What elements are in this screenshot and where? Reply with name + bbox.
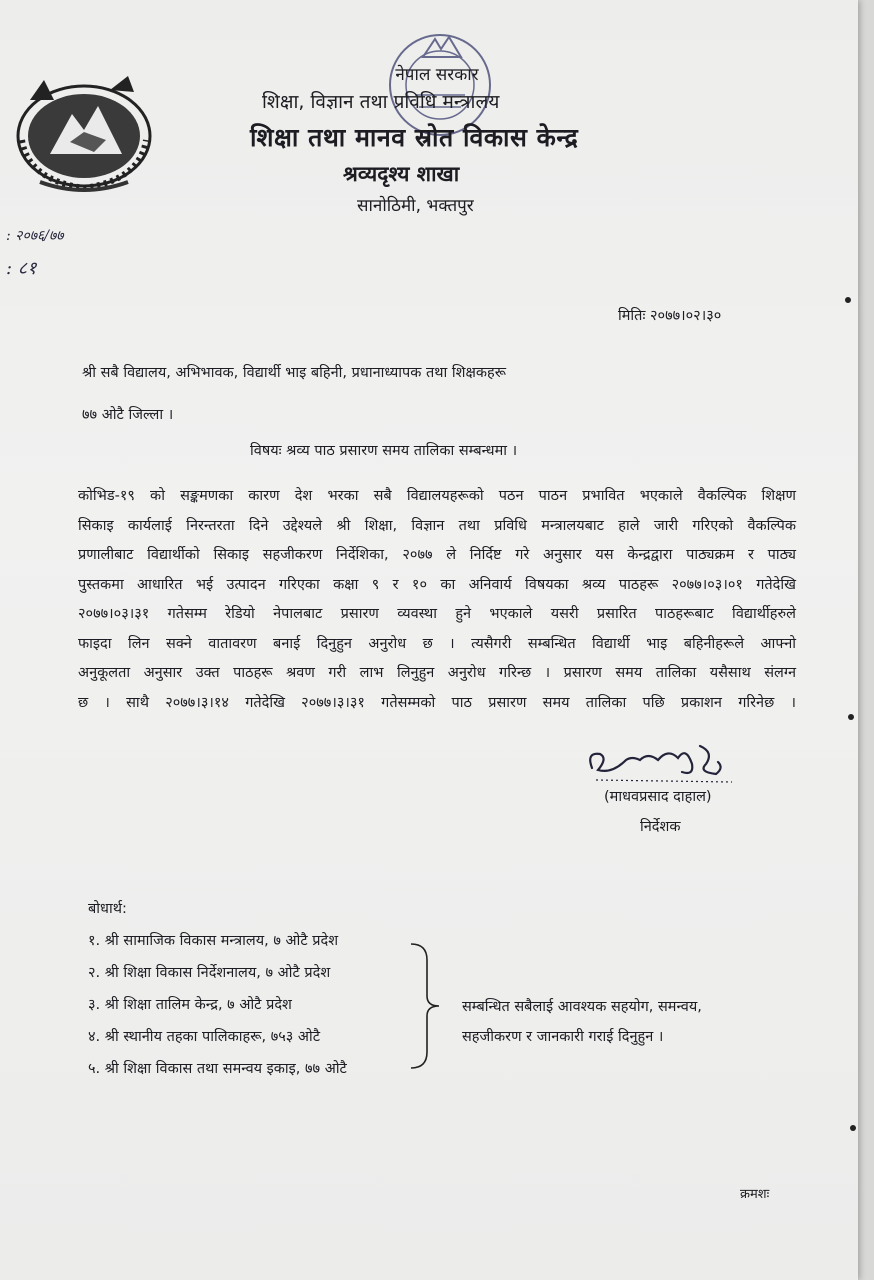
letter-subject: विषयः श्रव्य पाठ प्रसारण समय तालिका सम्बन्धमा । bbox=[250, 443, 518, 459]
letter-date: मितिः २०७७।०२।३० bbox=[618, 308, 722, 324]
header-government: नेपाल सरकार bbox=[395, 65, 479, 85]
signature bbox=[582, 738, 742, 788]
cc-item: ३. श्री शिक्षा तालिम केन्द्र, ७ ओटै प्रदेश bbox=[88, 997, 292, 1013]
body-line: छ । साथै २०७७।३।१४ गतेदेखि २०७७।३।३१ गतेसम्मको पाठ प्रसारण समय तालिका पछि प्रकाशन गरिनेछ । bbox=[78, 694, 796, 711]
punch-mark bbox=[850, 1125, 856, 1131]
punch-mark bbox=[848, 714, 854, 720]
body-line: २०७७।०३।३१ गतेसम्म रेडियो नेपालबाट प्रसारण व्यवस्था हुने भएकाले यसरी प्रसारित पाठहरूबाट विद्यार्थीहरुले bbox=[78, 606, 796, 622]
cc-note-line2: सहजीकरण र जानकारी गराई दिनुहुन । bbox=[462, 1029, 664, 1045]
signatory-title: निर्देशक bbox=[640, 819, 681, 835]
cc-item: ५. श्री शिक्षा विकास तथा समन्वय इकाइ, ७७ ओटै bbox=[88, 1061, 347, 1077]
punch-mark bbox=[845, 297, 851, 303]
cc-item: १. श्री सामाजिक विकास मन्त्रालय, ७ ओटै प्रदेश bbox=[88, 933, 339, 949]
ref-number: : २०७६/७७ bbox=[6, 228, 64, 244]
body-line: सिकाइ कार्यलाई निरन्तरता दिने उद्देश्यले श्री शिक्षा, विज्ञान तथा प्रविधि मन्त्रालयबाट हाले जारी गरिएको वैकल्पिक bbox=[78, 517, 796, 534]
continued-label: क्रमशः bbox=[740, 1187, 770, 1202]
addressee-line: श्री सबै विद्यालय, अभिभावक, विद्यार्थी भाइ बहिनी, प्रधानाध्यापक तथा शिक्षकहरू bbox=[82, 365, 506, 381]
header-centre: शिक्षा तथा मानव स्रोत विकास केन्द्र bbox=[250, 123, 579, 152]
dispatch-number: : ८१ bbox=[6, 258, 37, 279]
nepal-emblem-icon bbox=[10, 70, 158, 195]
body-line: अनुकूलता अनुसार उक्त पाठहरू श्रवण गरी लाभ लिनुहुन अनुरोध गरिन्छ । प्रसारण समय तालिका यसैसाथ संलग्न bbox=[78, 665, 796, 681]
right-brace-icon bbox=[405, 940, 445, 1072]
cc-item: ४. श्री स्थानीय तहका पालिकाहरू, ७५३ ओटै bbox=[88, 1029, 321, 1045]
body-line: पुस्तकमा आधारित भई उत्पादन गरिएका कक्षा ९ र १० का अनिवार्य विषयका श्रव्य पाठहरू २०७७।०३।०१ गतेदेखि bbox=[78, 576, 796, 593]
body-line: प्रणालीबाट विद्यार्थीको सिकाइ सहजीकरण निर्देशिका, २०७७ ले निर्दिष्ट गरे अनुसार यस केन्द्रद्वारा पाठ्यक्रम र पाठ्य bbox=[78, 547, 796, 563]
cc-heading: बोधार्थ: bbox=[88, 901, 127, 917]
addressee-district: ७७ ओटै जिल्ला । bbox=[82, 407, 174, 423]
header-section: श्रव्यदृश्य शाखा bbox=[343, 162, 460, 186]
signatory-name: (माधवप्रसाद दाहाल) bbox=[604, 789, 712, 805]
cc-note-line1: सम्बन्धित सबैलाई आवश्यक सहयोग, समन्वय, bbox=[462, 999, 702, 1015]
header-address: सानोठिमी, भक्तपुर bbox=[357, 196, 474, 216]
body-line: कोभिड-१९ को सङ्कमणका कारण देश भरका सबै विद्यालयहरूको पठन पाठन प्रभावित भएकाले वैकल्पिक शिक्षण bbox=[78, 488, 796, 504]
header-ministry: शिक्षा, विज्ञान तथा प्रविधि मन्त्रालय bbox=[262, 91, 500, 113]
letter-body bbox=[78, 482, 796, 718]
body-line: फाइदा लिन सक्ने वातावरण बनाई दिनुहुन अनुरोध छ । त्यसैगरी सम्बन्धित विद्यार्थी भाइ बहिनीहरूले आफ्नो bbox=[78, 635, 796, 652]
cc-item: २. श्री शिक्षा विकास निर्देशनालय, ७ ओटै प्रदेश bbox=[88, 965, 331, 981]
